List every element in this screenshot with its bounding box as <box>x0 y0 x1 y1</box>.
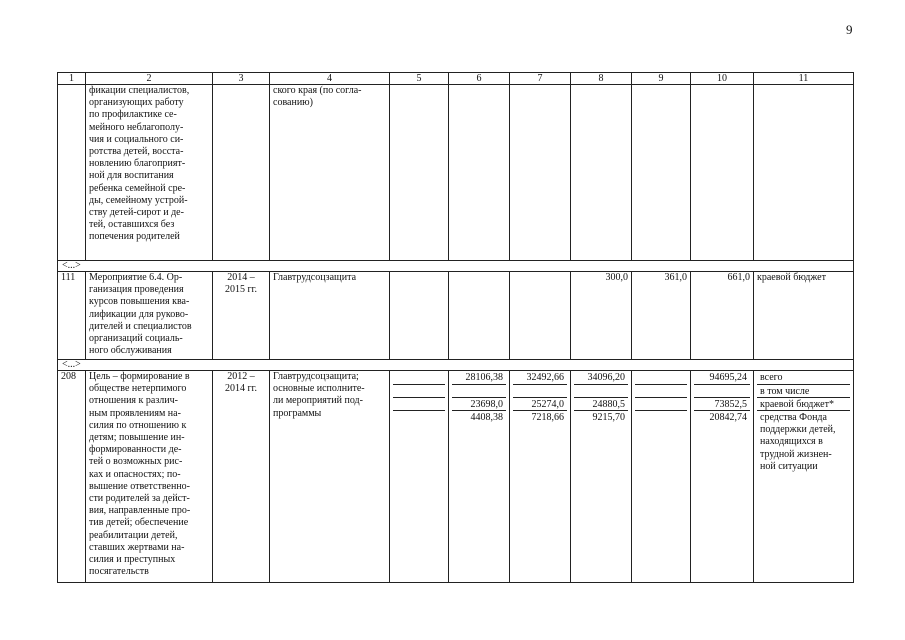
amount-cell: 28106,38 <box>465 372 503 383</box>
amount-cell <box>513 384 567 397</box>
amount-cell: 7218,66 <box>513 410 567 423</box>
continuation-executor: ского края (по согла- сованию) <box>270 85 390 261</box>
header-cell: 1 <box>58 73 86 85</box>
amount-column-10 <box>691 371 754 583</box>
funding-source: краевой бюджет <box>754 272 854 360</box>
continuation-text: фикации специалистов, организующих работу по профилактике се- мейного неблагополу- чия и социального си- ротства детей, восста- новлению благоприят- ной для воспитания ребенка семейной сре- ды, семейному устрой- ству детей-сирот и де- тей, оставшихся без попечения родителей <box>86 85 213 261</box>
page-number: 9 <box>846 22 853 37</box>
amount-cell: 73852,5 <box>694 397 750 410</box>
amount-cell: 4408,38 <box>452 410 506 423</box>
executor: Главтрудсоцзащита; основные исполните- ли мероприятий под- программы <box>270 371 390 583</box>
amount-cell <box>510 272 571 360</box>
goal-name: Цель – формирование в обществе нетерпимого отношения к различ- ным проявлениям на- силия по отношению к детям; повышение ин- формированности де- тей о возможных рис- ках и опасностях; по- вышение ответственно- сти родителей за дейст- вия, направленные про- тив детей; обеспечение реабилитации детей, ставших жертвами на- силия и преступных посягательств <box>86 371 213 583</box>
funding-source: всего <box>760 372 783 383</box>
funding-source: краевой бюджет* <box>757 397 850 410</box>
amount-cell <box>390 272 449 360</box>
header-cell: 11 <box>754 73 854 85</box>
amount-cell <box>574 384 628 397</box>
amount-cell: 32492,66 <box>526 372 564 383</box>
header-cell: 5 <box>390 73 449 85</box>
row-number: 208 <box>58 371 86 583</box>
amount-cell: 9215,70 <box>574 410 628 423</box>
omission-marker: <...> <box>58 261 854 272</box>
header-cell: 6 <box>449 73 510 85</box>
amount-column-9 <box>632 371 691 583</box>
amount-column-8 <box>571 371 632 583</box>
amount-column-6 <box>449 371 510 583</box>
continuation-row <box>58 85 854 261</box>
header-cell: 2 <box>86 73 213 85</box>
amount-cell: 25274,0 <box>513 397 567 410</box>
header-cell: 9 <box>632 73 691 85</box>
amount-cell <box>635 384 687 397</box>
funding-source-column <box>754 371 854 583</box>
amount-cell <box>635 397 687 410</box>
amount-cell: 24880,5 <box>574 397 628 410</box>
funding-source: в том числе <box>757 384 850 397</box>
amount-cell <box>694 384 750 397</box>
header-cell: 7 <box>510 73 571 85</box>
amount-cell: 20842,74 <box>694 410 750 423</box>
amount-cell: 361,0 <box>632 272 691 360</box>
measure-name: Мероприятие 6.4. Ор- ганизация проведения курсов повышения ква- лификации для руково- дителей и специалистов организаций социаль- ного обслуживания <box>86 272 213 360</box>
period: 2012 – 2014 гг. <box>213 371 270 583</box>
header-cell: 4 <box>270 73 390 85</box>
header-cell: 8 <box>571 73 632 85</box>
amount-cell: 94695,24 <box>709 372 747 383</box>
table-row <box>58 371 854 583</box>
header-cell: 10 <box>691 73 754 85</box>
period: 2014 – 2015 гг. <box>213 272 270 360</box>
omission-marker: <...> <box>58 360 854 371</box>
amount-cell: 661,0 <box>691 272 754 360</box>
omission-row <box>58 261 854 272</box>
amount-cell <box>635 410 687 423</box>
row-number: 111 <box>58 272 86 360</box>
amount-cell: 23698,0 <box>452 397 506 410</box>
amount-column-7 <box>510 371 571 583</box>
amount-cell: 34096,20 <box>587 372 625 383</box>
table-row <box>58 272 854 360</box>
amount-cell: 300,0 <box>571 272 632 360</box>
executor: Главтрудсоцзащита <box>270 272 390 360</box>
amount-cell <box>635 371 687 384</box>
amount-cell <box>449 272 510 360</box>
header-row <box>58 73 854 85</box>
omission-row <box>58 360 854 371</box>
header-cell: 3 <box>213 73 270 85</box>
amount-cell <box>452 384 506 397</box>
program-table <box>57 72 854 583</box>
funding-source: средства Фонда поддержки детей, находящихся в трудной жизнен- ной ситуации <box>757 410 850 473</box>
